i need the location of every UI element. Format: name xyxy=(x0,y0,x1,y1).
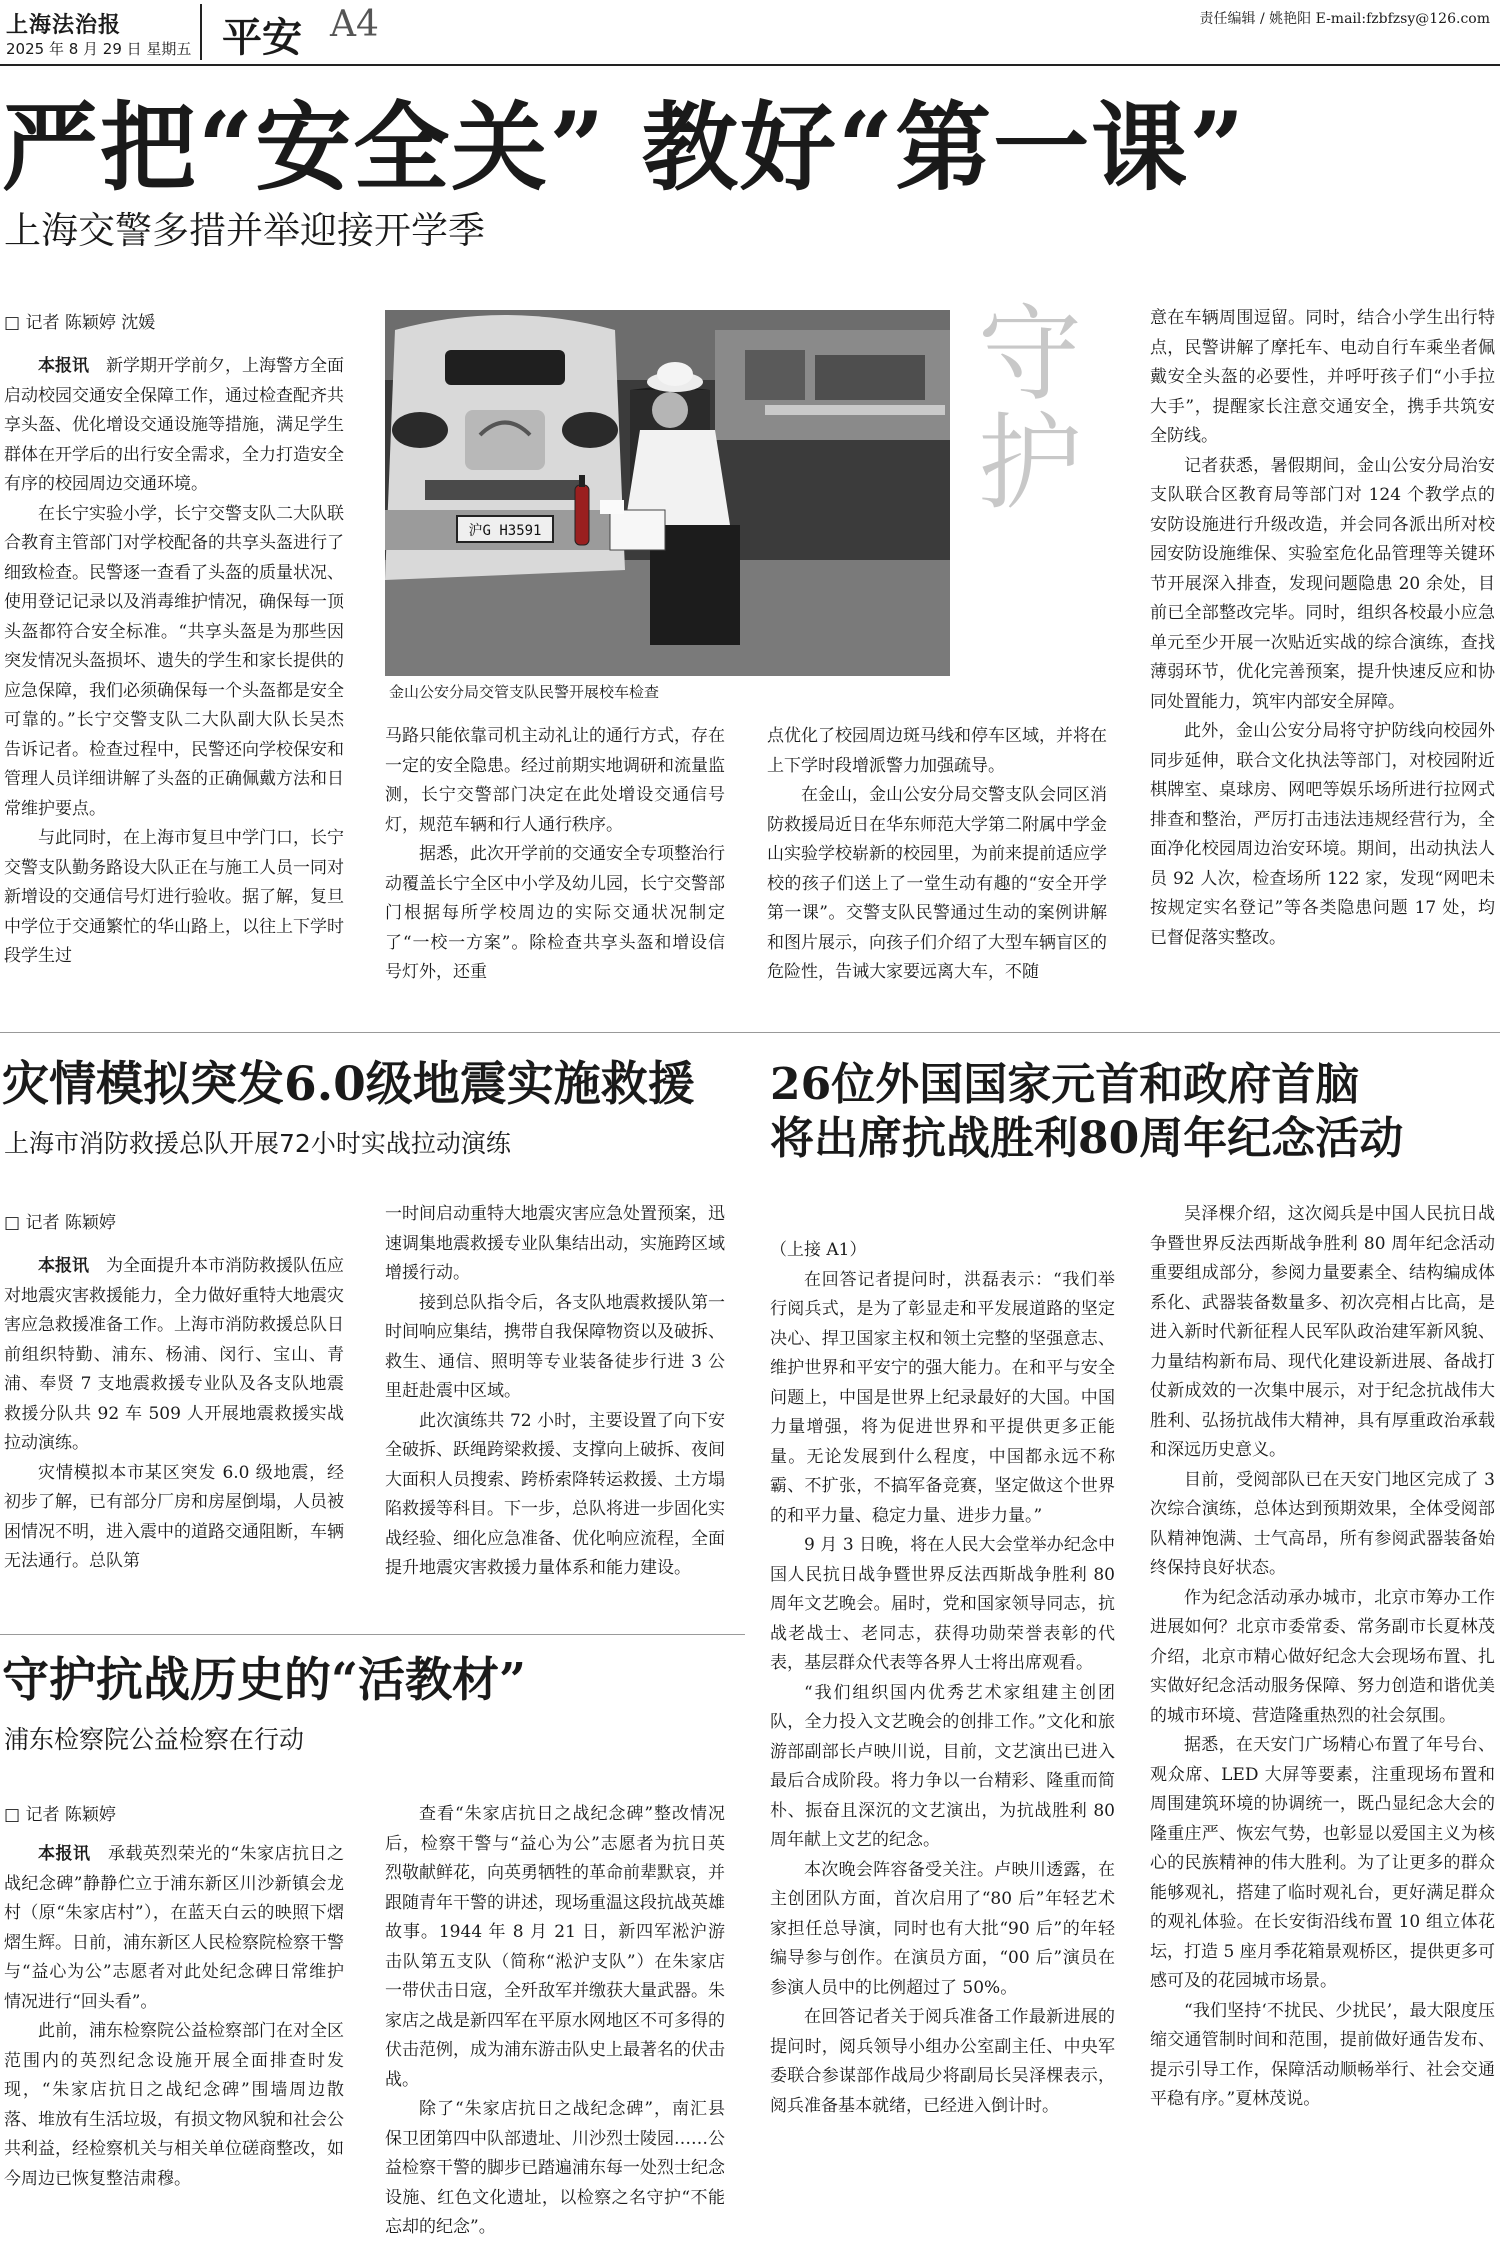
summit-headline xyxy=(770,1058,1403,1166)
paragraph xyxy=(767,722,1107,781)
paragraph-text: 在回答记者关于阅兵准备工作最新进展的提问时，阅兵领导小组办公室副主任、中央军委联合参谋部作战局少将副局长吴泽棵表示，阅兵准备基本就绪，已经进入倒计时。 xyxy=(770,2007,1115,2116)
watermark-guard xyxy=(970,293,1090,525)
quake-col-2 xyxy=(385,1200,725,1608)
page-number: A4 xyxy=(330,4,379,45)
paragraph-text: 意在车辆周围逗留。同时，结合小学生出行特点，民警讲解了摩托车、电动自行车乘坐者佩戴安全头盔的必要性，并呼吁孩子们“小手拉大手”，提醒家长注意交通安全，携手共筑安全防线。 xyxy=(1150,308,1495,446)
memorial-col-1 xyxy=(4,1840,344,2248)
paragraph xyxy=(1150,304,1495,452)
paragraph xyxy=(770,1266,1115,1532)
paragraph xyxy=(770,1236,1115,1266)
paragraph xyxy=(385,1407,725,1584)
paragraph xyxy=(4,2017,344,2194)
paragraph xyxy=(4,824,344,972)
paragraph-text: 作为纪念活动承办城市，北京市筹办工作进展如何？北京市委常委、常务副市长夏林茂介绍，北京市精心做好纪念大会现场布置、扎实做好纪念活动服务保障、努力创造和谐优美的城市环境、营造隆重热烈的社会氛围。 xyxy=(1150,1587,1495,1726)
school-bus-photo xyxy=(385,310,950,676)
memorial-byline: □ 记者 陈颖婷 xyxy=(4,1805,116,1825)
paragraph xyxy=(385,1289,725,1407)
paragraph xyxy=(1150,1997,1495,2115)
paragraph xyxy=(4,500,344,825)
paragraph xyxy=(1150,717,1495,953)
summit-col-2 xyxy=(1150,1200,1495,2248)
paragraph-text: 此前，浦东检察院公益检察部门在对全区范围内的英烈纪念设施开展全面排查时发现，“朱家店抗日之战纪念碑”围墙周边散落、堆放有生活垃圾，有损文物风貌和社会公共利益，经检察机关与相关单位磋商整改，如今周边已恢复整洁肃穆。 xyxy=(4,2021,344,2189)
paragraph xyxy=(385,2095,725,2243)
paragraph xyxy=(4,1459,344,1577)
lead-col-1 xyxy=(4,352,344,1014)
paragraph-text: 在回答记者提问时，洪磊表示：“我们举行阅兵式，是为了彰显走和平发展道路的坚定决心、捍卫国家主权和领土完整的坚强意志、维护世界和平安宁的强大能力。在和平与安全问题上，中国是世界上纪录最好的大国。中国力量增强，将为促进世界和平提供更多正能量。无论发展到什么程度，中国都永远不称霸、不扩张，不搞军备竞赛，坚定做这个世界的和平力量、稳定力量、进步力量。” xyxy=(770,1269,1115,1526)
paragraph-text: 新学期开学前夕，上海警方全面启动校园交通安全保障工作，通过检查配齐共享头盔、优化增设交通设施等措施，满足学生群体在开学后的出行安全需求，全力打造安全有序的校园周边交通环境。 xyxy=(4,356,344,494)
lead-subheadline: 上海交警多措并举迎接开学季 xyxy=(4,209,485,252)
paragraph xyxy=(770,2003,1115,2121)
paragraph xyxy=(385,1200,725,1289)
issue-date: 2025 年 8 月 29 日 星期五 xyxy=(6,40,192,58)
paragraph-text: 为全面提升本市消防救援队伍应对地震灾害救援能力，全力做好重特大地震灾害应急救援准备工作。上海市消防救援总队日前组织特勤、浦东、杨浦、闵行、宝山、青浦、奉贤 7 支地震救援专业队及各支队地震救援分队共 92 车 509 人开展地震救援实战拉动演练。 xyxy=(4,1256,344,1453)
paragraph-text: 据悉，在天安门广场精心布置了年号台、观众席、LED 大屏等要素，注重现场布置和周围建筑环境的协调统一，既凸显纪念大会的隆重庄严、恢宏气势，也彰显以爱国主义为核心的民族精神的伟大胜利。为了让更多的群众能够观礼，搭建了临时观礼台，更好满足群众的观礼体验。在长安街沿线布置 10 组立体花坛，打造 5 座月季花箱景观桥区，提供更多可感可及的花园城市场景。 xyxy=(1150,1735,1495,1991)
paragraph xyxy=(767,781,1107,988)
lead-headline: 严把“安全关” 教好“第一课” xyxy=(2,91,1247,204)
paragraph xyxy=(1150,452,1495,718)
quake-subheadline: 上海市消防救援总队开展72小时实战拉动演练 xyxy=(4,1129,511,1158)
paragraph xyxy=(1150,1731,1495,1997)
paragraph-text: 9 月 3 日晚，将在人民大会堂举办纪念中国人民抗日战争暨世界反法西斯战争胜利 80 周年文艺晚会。届时，党和国家领导同志，抗战老战士、老同志，获得功勋荣誉表彰的代表，基层群众代表等各界人士将出席观看。 xyxy=(770,1535,1115,1673)
paragraph-text: 据悉，此次开学前的交通安全专项整治行动覆盖长宁全区中小学及幼儿园，长宁交警部门根据每所学校周边的实际交通状况制定了“一校一方案”。除检查共享头盔和增设信号灯外，还重 xyxy=(385,844,725,982)
paragraph xyxy=(770,1856,1115,2004)
paragraph-text: 目前，受阅部队已在天安门地区完成了 3 次综合演练，总体达到预期效果，全体受阅部队精神饱满、士气高昂，所有参阅武器装备始终保持良好状态。 xyxy=(1150,1469,1495,1578)
section-name: 平安 xyxy=(222,14,302,61)
memorial-col-2 xyxy=(385,1800,725,2248)
masthead-logo: 上海法治报 xyxy=(6,12,122,38)
paragraph-text: 吴泽棵介绍，这次阅兵是中国人民抗日战争暨世界反法西斯战争胜利 80 周年纪念活动重要组成部分，参阅力量要素全、结构编成体系化、武器装备数量多、初次亮相占比高，是进入新时代新征程人民军队政治建军新风貌、力量结构新布局、现代化建设新进展、备战打仗新成效的一次集中展示，对于纪念抗战伟大胜利、弘扬抗战伟大精神，具有厚重政治承载和深远历史意义。 xyxy=(1150,1204,1495,1460)
lead-col-2 xyxy=(385,722,725,1014)
paragraph xyxy=(4,1252,344,1459)
watermark-char-1: 守 xyxy=(977,293,1082,415)
editor-credit: 责任编辑 / 姚艳阳 E-mail:fzbfzsy@126.com xyxy=(1199,11,1490,27)
photo-caption: 金山公安分局交管支队民警开展校车检查 xyxy=(389,683,660,701)
paragraph xyxy=(770,1531,1115,1679)
dateline: 本报讯 xyxy=(38,1256,89,1276)
paragraph-text: 在金山，金山公安分局交警支队会同区消防救援局近日在华东师范大学第二附属中学金山实验学校崭新的校园里，为前来提前适应学校的孩子们送上了一堂生动有趣的“安全开学第一课”。交警支队民警通过生动的案例讲解和图片展示，向孩子们介绍了大型车辆盲区的危险性，告诫大家要远离大车，不随 xyxy=(767,785,1107,982)
story-divider xyxy=(0,1634,745,1635)
memorial-headline: 守护抗战历史的“活教材” xyxy=(2,1653,527,1708)
paragraph xyxy=(1150,1200,1495,1466)
lead-byline: □ 记者 陈颖婷 沈媛 xyxy=(4,313,156,333)
watermark-char-2: 护 xyxy=(977,402,1082,525)
paragraph-text: 此外，金山公安分局将守护防线向校园外同步延伸，联合文化执法等部门，对校园附近棋牌室、桌球房、网吧等娱乐场所进行拉网式排查和整治，严厉打击违法违规经营行为，全面净化校园周边治安环境。期间，出动执法人员 92 人次，检查场所 122 家，发现“网吧未按规定实名登记”等各类隐患问题 17 处，均已督促落实整改。 xyxy=(1150,721,1495,948)
lead-col-3 xyxy=(767,722,1107,1014)
license-plate-text: 沪G H3591 xyxy=(468,523,542,539)
paragraph-text: 除了“朱家店抗日之战纪念碑”，南汇县保卫团第四中队部遗址、川沙烈士陵园……公益检察干警的脚步已踏遍浦东每一处烈士纪念设施、红色文化遗址，以检察之名守护“不能忘却的纪念”。 xyxy=(385,2099,725,2237)
paragraph xyxy=(770,1679,1115,1856)
paragraph xyxy=(1150,1584,1495,1732)
paragraph-text: 灾情模拟本市某区突发 6.0 级地震，经初步了解，已有部分厂房和房屋倒塌，人员被困情况不明，进入震中的道路交通阻断，车辆无法通行。总队第 xyxy=(4,1462,344,1571)
summit-headline-line-2: 将出席抗战胜利80周年纪念活动 xyxy=(770,1113,1404,1164)
dateline: 本报讯 xyxy=(38,1844,91,1864)
paragraph-text: 记者获悉，暑假期间，金山公安分局治安支队联合区教育局等部门对 124 个教学点的安防设施进行升级改造，并会同各派出所对校园安防设施维保、实验室危化品管理等关键环节开展深入排查，发现问题隐患 20 余处，目前已全部整改完毕。同时，组织各校最小应急单元至少开展一次贴近实战的综合演练，查找薄弱环节，优化完善预案，提升快速反应和协同处置能力，筑牢内部安全屏障。 xyxy=(1150,455,1495,712)
quake-col-1 xyxy=(4,1252,344,1608)
quake-byline: □ 记者 陈颖婷 xyxy=(4,1213,116,1233)
paragraph-text: 查看“朱家店抗日之战纪念碑”整改情况后，检察干警与“益心为公”志愿者为抗日英烈敬献鲜花，向英勇牺牲的革命前辈默哀，并跟随青年干警的讲述，现场重温这段抗战英雄故事。1944 年 8 月 21 日，新四军淞沪游击队第五支队（简称“淞沪支队”）在朱家店一带伏击日寇，全歼敌军并缴获大量武器。朱家店之战是新四军在平原水网地区不可多得的伏击范例，成为浦东游击队史上最著名的伏击战。 xyxy=(385,1804,725,2090)
dateline: 本报讯 xyxy=(38,356,89,376)
paragraph xyxy=(4,1840,344,2017)
summit-headline-line-1: 26位外国国家元首和政府首脑 xyxy=(770,1059,1360,1110)
paragraph-text: 与此同时，在上海市复旦中学门口，长宁交警支队勤务路设大队正在与施工人员一同对新增设的交通信号灯进行验收。据了解，复旦中学位于交通繁忙的华山路上，以往上下学时段学生过 xyxy=(4,828,344,966)
paragraph-text: 本次晚会阵容备受关注。卢映川透露，在主创团队方面，首次启用了“80 后”年轻艺术家担任总导演，同时也有大批“90 后”的年轻编导参与创作。在演员方面，“00 后”演员在参演人员中的比例超过了 50%。 xyxy=(770,1859,1115,1998)
photo-illustration xyxy=(385,310,950,676)
paragraph-text: 在长宁实验小学，长宁交警支队二大队联合教育主管部门对学校配备的共享头盔进行了细致检查。民警逐一查看了头盔的质量状况、使用登记记录以及消毒维护情况，确保每一顶头盔都符合安全标准。“共享头盔是为那些因突发情况头盔损坏、遗失的学生和家长提供的应急保障，我们必须确保每一个头盔都是安全可靠的。”长宁交警支队二大队副大队长吴杰告诉记者。检查过程中，民警还向学校保安和管理人员详细讲解了头盔的正确佩戴方法和日常维护要点。 xyxy=(4,503,344,819)
paragraph-text: 此次演练共 72 小时，主要设置了向下安全破拆、跃绳跨梁救援、支撑向上破拆、夜间大面积人员搜索、跨桥索降转运救援、土方塌陷救援等科目。下一步，总队将进一步固化实战经验、细化应急准备、优化响应流程，全面提升地震灾害救援力量体系和能力建设。 xyxy=(385,1410,725,1578)
paragraph xyxy=(385,722,725,840)
paragraph xyxy=(1150,1466,1495,1584)
paragraph-text: 接到总队指令后，各支队地震救援队第一时间响应集结，携带自我保障物资以及破拆、救生、通信、照明等专业装备徒步行进 3 公里赶赴震中区域。 xyxy=(385,1292,725,1401)
summit-col-1 xyxy=(770,1236,1115,2248)
paragraph-text: “我们组织国内优秀艺术家组建主创团队，全力投入文艺晚会的创排工作。”文化和旅游部副部长卢映川说，目前，文艺演出已进入最后合成阶段。将力争以一台精彩、隆重而简朴、振奋且深沉的文艺演出，为抗战胜利 80 周年献上文艺的纪念。 xyxy=(770,1682,1115,1850)
paragraph-text: 马路只能依靠司机主动礼让的通行方式，存在一定的安全隐患。经过前期实地调研和流量监测，长宁交警部门决定在此处增设交通信号灯，规范车辆和行人通行秩序。 xyxy=(385,726,725,835)
paragraph-text: （上接 A1） xyxy=(770,1240,867,1260)
masthead-rule xyxy=(0,64,1500,66)
paragraph xyxy=(4,352,344,500)
memorial-subheadline: 浦东检察院公益检察在行动 xyxy=(4,1725,305,1754)
paragraph-text: 一时间启动重特大地震灾害应急处置预案，迅速调集地震救援专业队集结出动，实施跨区域增援行动。 xyxy=(385,1204,725,1283)
masthead-divider xyxy=(200,4,202,60)
section-divider xyxy=(0,1032,1500,1033)
lead-col-4 xyxy=(1150,304,1495,1014)
paragraph-text: “我们坚持‘不扰民、少扰民’，最大限度压缩交通管制时间和范围，提前做好通告发布、提示引导工作，保障活动顺畅举行、社会交通平稳有序。”夏林茂说。 xyxy=(1150,2000,1495,2109)
paragraph xyxy=(385,1800,725,2095)
quake-headline: 灾情模拟突发6.0级地震实施救援 xyxy=(2,1057,695,1112)
paragraph-text: 点优化了校园周边斑马线和停车区域，并将在上下学时段增派警力加强疏导。 xyxy=(767,726,1107,776)
paragraph-text: 承载英烈荣光的“朱家店抗日之战纪念碑”静静伫立于浦东新区川沙新镇会龙村（原“朱家店村”），在蓝天白云的映照下熠熠生辉。日前，浦东新区人民检察院检察干警与“益心为公”志愿者对此处纪念碑日常维护情况进行“回头看”。 xyxy=(4,1844,344,2012)
paragraph xyxy=(385,840,725,988)
